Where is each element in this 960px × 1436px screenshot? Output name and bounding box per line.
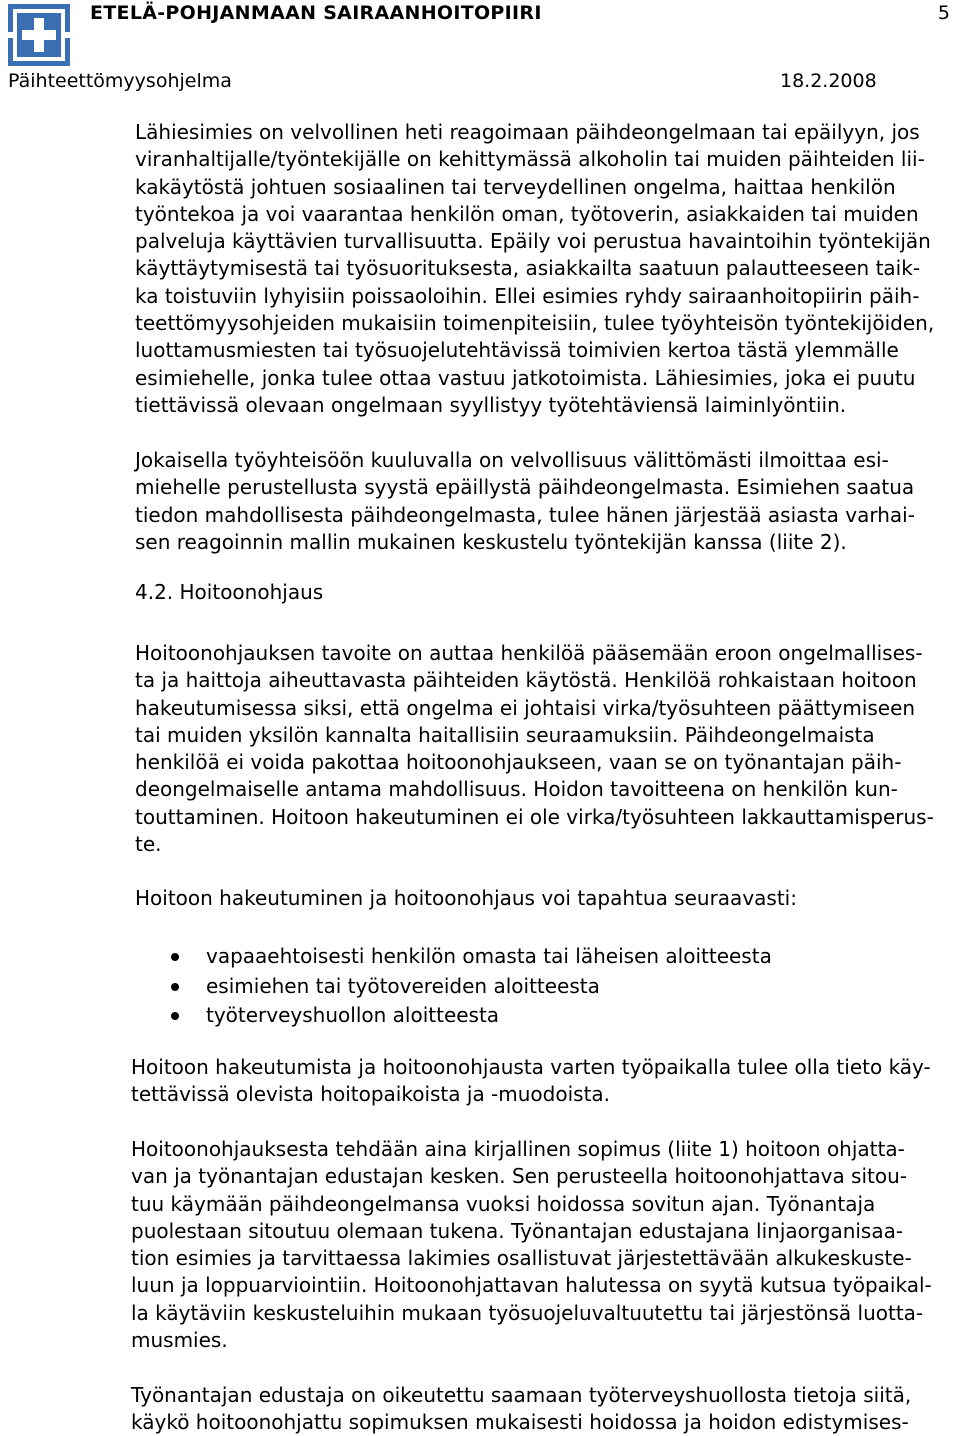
text-line: ka toistuviin lyhyisiin poissaoloihin. Ellei esimies ryhdy sairaanhoitopiirin päih-	[135, 283, 920, 308]
hospital-district-logo-icon	[8, 4, 70, 66]
paragraph-employer-rights	[131, 1382, 911, 1436]
paragraph-written-agreement	[131, 1136, 932, 1354]
text-line: la käytäviin keskusteluihin mukaan työsuojeluvaltuutettu tai järjestönsä luotta-	[131, 1300, 924, 1325]
text-line: tiettävissä olevaan ongelmaan syyllistyy työtehtäviensä laiminlyöntiin.	[135, 392, 847, 417]
list-item-text: esimiehen tai työtovereiden aloitteesta	[206, 973, 600, 998]
text-line: Hoitoon hakeutuminen ja hoitoonohjaus voi tapahtua seuraavasti:	[135, 886, 797, 910]
text-line: sen reagoinnin mallin mukainen keskustelu työntekijän kanssa (liite 2).	[135, 529, 847, 554]
text-line: Jokaisella työyhteisöön kuuluvalla on velvollisuus välittömästi ilmoittaa esi-	[135, 448, 889, 472]
text-line: hakeutumisessa siksi, että ongelma ei johtaisi virka/työsuhteen päättymiseen	[135, 695, 916, 720]
page-number: 5	[937, 2, 950, 24]
text-line: ta ja haittoja aiheuttavasta päihteiden käytöstä. Henkilöä rohkaistaan hoitoon	[135, 668, 917, 693]
text-line: miehelle perustellusta syystä epäillystä päihdeongelmasta. Esimiehen saatua	[135, 475, 915, 500]
text-line: palveluja käyttävien turvallisuutta. Epäily voi perustua havaintoihin työntekijän	[135, 229, 931, 254]
text-line: touttaminen. Hoitoon hakeutuminen ei ole virka/työsuhteen lakkauttamisperus-	[135, 804, 934, 829]
section-heading: 4.2. Hoitoonohjaus	[135, 580, 324, 604]
bullet-icon	[171, 1012, 179, 1020]
text-line: henkilöä ei voida pakottaa hoitoonohjaukseen, vaan se on työnantajan päih-	[135, 750, 902, 775]
paragraph-supervisor-duty	[135, 119, 934, 419]
text-line: käykö hoitoonohjattu sopimuksen mukaisesti hoidossa ja hoidon edistymises-	[131, 1410, 909, 1435]
text-line: deongelmaiselle antama mahdollisuus. Hoidon tavoitteena on henkilön kun-	[135, 777, 898, 802]
document-date: 18.2.2008	[780, 70, 877, 92]
document-title: Päihteettömyysohjelma	[8, 70, 232, 92]
text-line: van ja työnantajan edustajan kesken. Sen perusteella hoitoonohjattava sitou-	[131, 1164, 908, 1189]
text-line: tai muiden yksilön kannalta haitallisiin seuraamuksiin. Päihdeongelmaista	[135, 722, 875, 747]
text-line: tettävissä olevista hoitopaikoista ja -muodoista.	[131, 1082, 611, 1107]
text-line: Työnantajan edustaja on oikeutettu saamaan työterveyshuollosta tietoja siitä,	[131, 1383, 912, 1407]
text-line: Hoitoonohjauksesta tehdään aina kirjallinen sopimus (liite 1) hoitoon ohjatta-	[131, 1137, 905, 1161]
list-item	[135, 1001, 772, 1031]
text-line: työntekoa ja voi vaarantaa henkilön oman, työtoverin, asiakkaiden tai muiden	[135, 201, 919, 226]
list-item-text: vapaaehtoisesti henkilön omasta tai läheisen aloitteesta	[206, 944, 772, 968]
text-line: esimiehelle, jonka tulee ottaa vastuu jatkotoimista. Lähiesimies, joka ei puutu	[135, 365, 916, 390]
list-item	[135, 972, 772, 1002]
bullet-icon	[171, 983, 179, 991]
list-item	[135, 942, 772, 972]
text-line: viranhaltijalle/työntekijälle on kehittymässä alkoholin tai muiden päihteiden lii-	[135, 147, 925, 172]
paragraph-referral-ways	[135, 885, 797, 912]
text-line: te.	[135, 832, 162, 857]
text-line: luun ja loppuarviointiin. Hoitoonohjattavan halutessa on syytä kutsua työpaikal-	[131, 1273, 932, 1298]
text-line: tuu käymään päihdeongelmansa vuoksi hoidossa sovitun ajan. Työnantaja	[131, 1191, 876, 1216]
text-line: Hoitoon hakeutumista ja hoitoonohjausta varten työpaikalla tulee olla tieto käy-	[131, 1055, 931, 1079]
list-item-text: työterveyshuollon aloitteesta	[206, 1003, 500, 1027]
text-line: teettömyysohjeiden mukaisiin toimenpiteisiin, tulee työyhteisön työntekijöiden,	[135, 311, 935, 336]
text-line: tiedon mahdollisesta päihdeongelmasta, tulee hänen järjestää asiasta varhai-	[135, 502, 915, 527]
paragraph-reporting-obligation	[135, 447, 915, 556]
text-line: Hoitoonohjauksen tavoite on auttaa henkilöä pääsemään eroon ongelmallises-	[135, 641, 923, 665]
referral-ways-list	[135, 942, 772, 1031]
text-line: tion esimies ja tarvittaessa lakimies osallistuvat järjestettävään alkukeskuste-	[131, 1246, 912, 1271]
text-line: Lähiesimies on velvollinen heti reagoimaan päihdeongelmaan tai epäilyyn, jos	[135, 120, 920, 144]
paragraph-care-places-info	[131, 1054, 931, 1109]
text-line: kakäytöstä johtuen sosiaalinen tai terveydellinen ongelma, haittaa henkilön	[135, 174, 896, 199]
bullet-icon	[171, 953, 179, 961]
text-line: musmies.	[131, 1328, 228, 1353]
text-line: luottamusmiesten tai työsuojelutehtävissä toimivien kertoa tästä ylemmälle	[135, 338, 899, 363]
organization-name: ETELÄ-POHJANMAAN SAIRAANHOITOPIIRI	[90, 2, 542, 24]
text-line: käyttäytymisestä tai työsuorituksesta, asiakkailta saatuun palautteeseen taik-	[135, 256, 921, 281]
text-line: puolestaan sitoutuu olemaan tukena. Työnantajan edustajana linjaorganisaa-	[131, 1218, 904, 1243]
paragraph-care-referral-goal	[135, 640, 934, 858]
